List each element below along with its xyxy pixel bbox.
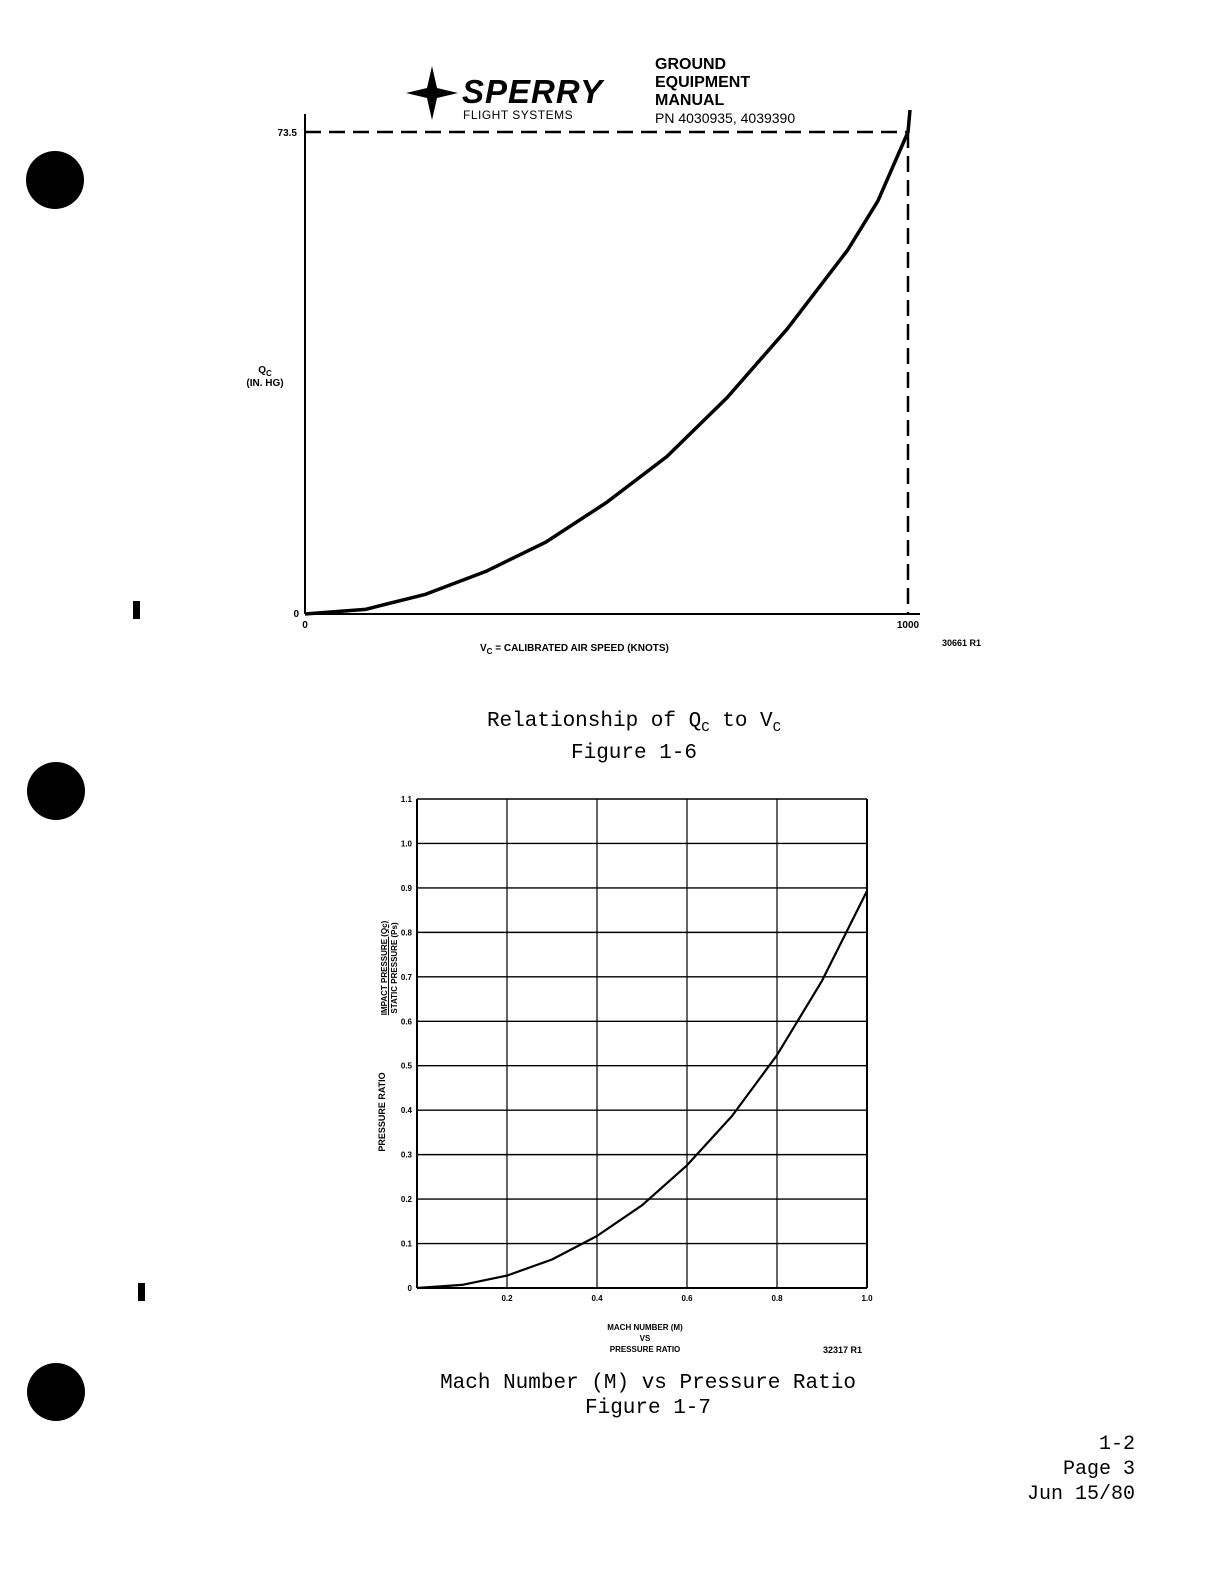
fig7-x-label-line: PRESSURE RATIO — [609, 1345, 681, 1354]
fig7-x-tick-label: 0.6 — [681, 1294, 693, 1303]
fig7-y-tick-label: 0.2 — [400, 1195, 412, 1205]
fig7-y-numerator: IMPACT PRESSURE (Qc) — [380, 920, 389, 1016]
fig6-y-tick-label: 73.5 — [277, 128, 297, 139]
fig7-y-tick-label: 1.1 — [400, 795, 412, 804]
fig7-y-tick-label: 0.7 — [400, 972, 412, 982]
page-folio — [1027, 1432, 1135, 1507]
logo-subtitle: FLIGHT SYSTEMS — [463, 108, 574, 122]
folio-page: Page 3 — [1062, 1458, 1135, 1481]
fig6-x-label-sub: C — [486, 647, 493, 656]
fig7-y-tick-label: 0.8 — [400, 928, 412, 938]
fig6-y-label-sub: C — [266, 369, 272, 378]
part-numbers: PN 4030935, 4039390 — [655, 110, 796, 126]
figure-1-7-title: Mach Number (M) vs Pressure Ratio — [440, 1372, 856, 1395]
logo-wordmark: SPERRY — [462, 73, 604, 110]
folio-section: 1-2 — [1098, 1433, 1135, 1456]
figure-1-6-title: Relationship of $Q_C$ to $V_C$ — [486, 710, 782, 737]
fig7-ratio-curve — [417, 891, 867, 1288]
fig7-x-label-line: VS — [639, 1334, 651, 1343]
fig7-x-label — [580, 1322, 710, 1355]
fig6-drawing-id: 30661 R1 — [942, 638, 982, 648]
fig7-drawing-id: 32317 R1 — [823, 1345, 863, 1355]
fig7-x-label-line: MACH NUMBER (M) — [607, 1323, 683, 1332]
fig7-y-tick-label: 0.6 — [400, 1017, 412, 1027]
fig6-x-label-main: V — [480, 643, 487, 654]
fig7-x-tick-label: 1.0 — [861, 1294, 873, 1303]
fig7-y-tick-label: 0.3 — [400, 1150, 412, 1160]
fig6-x-label-rest: = CALIBRATED AIR SPEED (KNOTS) — [492, 643, 669, 654]
fig6-y-units: (IN. HG) — [246, 378, 284, 389]
figure-1-7-caption — [348, 1371, 948, 1421]
fig7-x-tick-label: 0.4 — [591, 1294, 603, 1303]
fig7-y-tick-label: 0.1 — [400, 1239, 412, 1249]
fig7-x-tick-label: 0.8 — [771, 1294, 783, 1303]
fig7-x-tick-label: 0.2 — [501, 1294, 513, 1303]
fig7-y-label-outer: PRESSURE RATIO — [377, 1072, 387, 1152]
fig7-y-label-fraction — [380, 893, 400, 1043]
manual-title-line: EQUIPMENT — [655, 74, 751, 91]
figure-1-7-number: Figure 1-7 — [584, 1397, 712, 1420]
fig6-y-label-main: Q — [258, 365, 266, 376]
fig7-y-tick-label: 0.5 — [400, 1061, 412, 1071]
fig6-x-tick-label: 1000 — [896, 620, 920, 631]
folio-date: Jun 15/80 — [1026, 1483, 1135, 1506]
fig6-y-tick-label: 0 — [293, 609, 299, 620]
figure-1-6-number: Figure 1-6 — [570, 742, 698, 766]
fig7-y-denominator: STATIC PRESSURE (Ps) — [390, 922, 399, 1014]
fig7-y-tick-label: 0 — [407, 1284, 412, 1293]
manual-title-line: GROUND — [655, 56, 727, 73]
fig6-x-tick-label: 0 — [302, 620, 308, 631]
fig7-y-tick-label: 0.4 — [400, 1106, 412, 1116]
manual-title-line: MANUAL — [655, 92, 725, 109]
fig7-y-tick-label: 0.9 — [400, 883, 412, 893]
fig7-y-tick-label: 1.0 — [400, 839, 412, 849]
